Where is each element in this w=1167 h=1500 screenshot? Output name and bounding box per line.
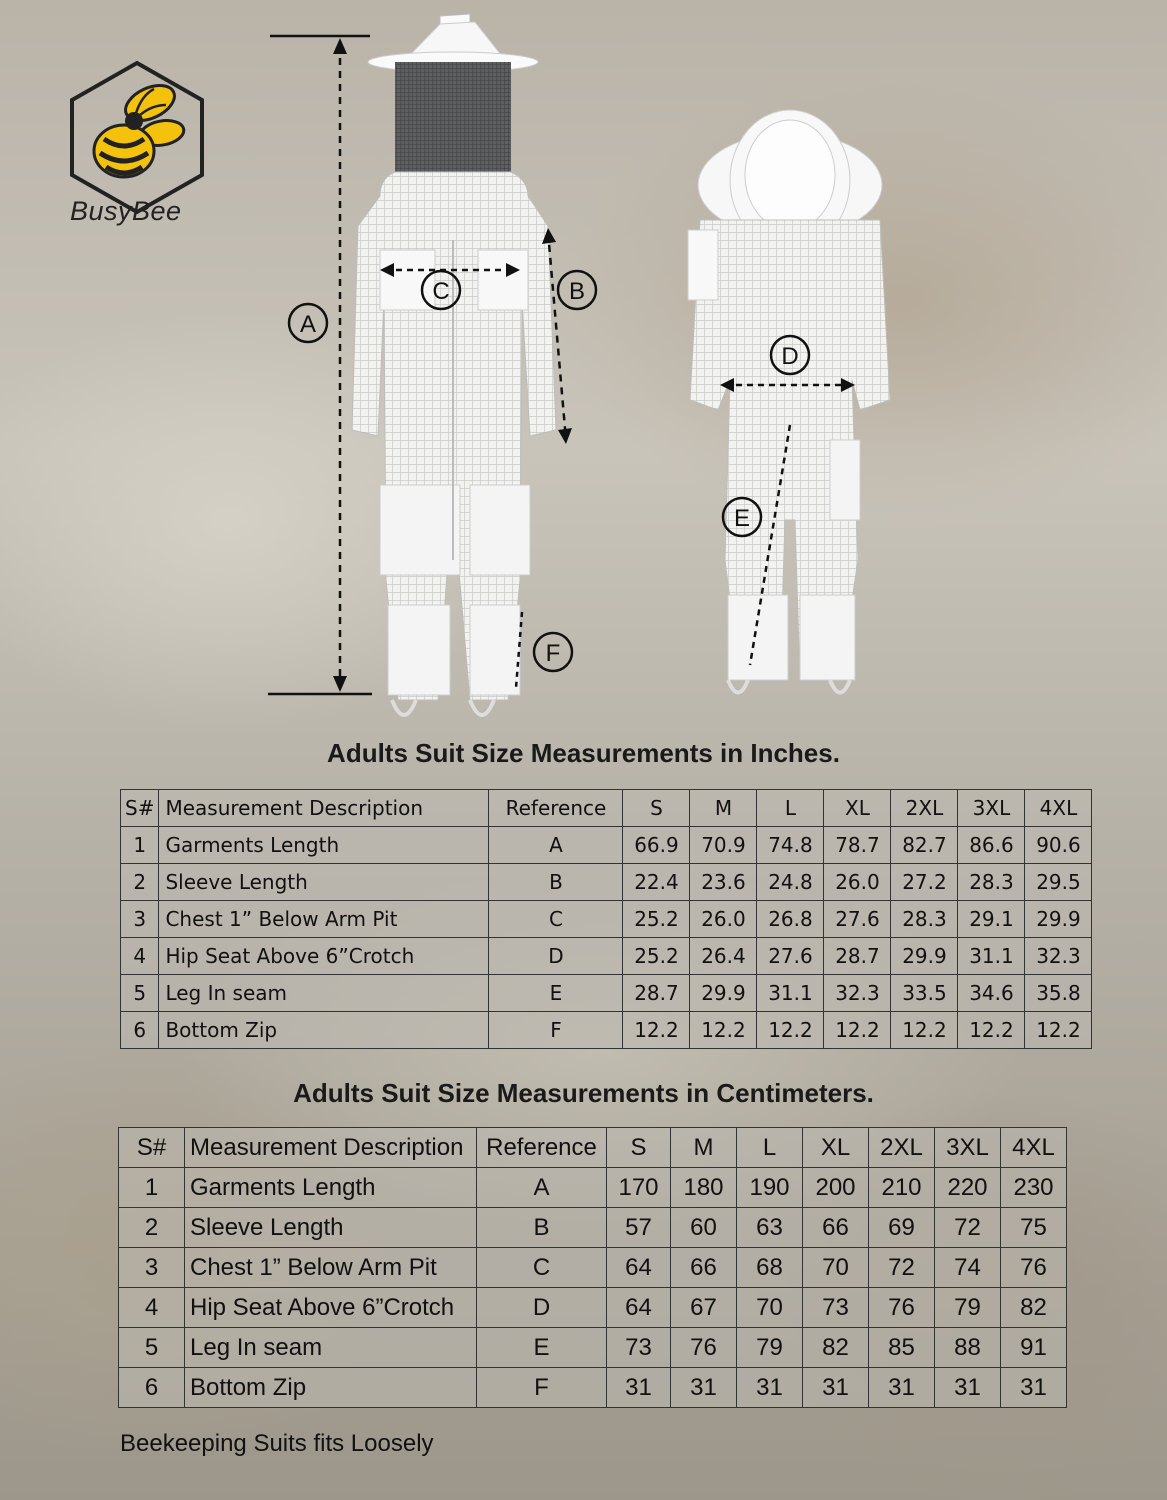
table-cell: 230 [1001,1168,1067,1208]
table-cell: C [489,901,623,938]
table-cell: 200 [803,1168,869,1208]
label-b: B [568,278,586,305]
table-cell: E [489,975,623,1012]
table-cell: 24.8 [757,864,824,901]
col-header: M [690,790,757,827]
table-cell: 31 [869,1368,935,1408]
table-cell: 28.7 [824,938,891,975]
table-cell: 34.6 [958,975,1025,1012]
table-cell: 2 [119,1208,185,1248]
inches-header-row [121,790,1092,827]
table-row [119,1208,1067,1248]
table-cell: 29.5 [1025,864,1092,901]
table-cell: 220 [935,1168,1001,1208]
table-cell: 12.2 [757,1012,824,1049]
col-header: S [607,1128,671,1168]
table-cell: 35.8 [1025,975,1092,1012]
table-cell: F [489,1012,623,1049]
table-cell: 31 [607,1368,671,1408]
table-cell: 31.1 [958,938,1025,975]
col-header: XL [824,790,891,827]
col-header: Measurement Description [185,1128,477,1168]
table-cell: 31 [1001,1368,1067,1408]
label-c: C [432,278,450,305]
table-cell: 29.1 [958,901,1025,938]
col-header: L [737,1128,803,1168]
table-cell: 64 [607,1288,671,1328]
col-header: 3XL [958,790,1025,827]
table-cell: 12.2 [958,1012,1025,1049]
table-cell: 74 [935,1248,1001,1288]
table-cell: 78.7 [824,827,891,864]
table-cell: 25.2 [623,901,690,938]
table-cell: 64 [607,1248,671,1288]
table-cell: 27.6 [757,938,824,975]
table-cell: 73 [803,1288,869,1328]
table-cell: 6 [121,1012,159,1049]
table-cell: E [477,1328,607,1368]
col-header: XL [803,1128,869,1168]
table-cell: Leg In seam [159,975,489,1012]
table-cell: 79 [737,1328,803,1368]
table-cell: 73 [607,1328,671,1368]
table-cell: A [489,827,623,864]
table-cell: Sleeve Length [159,864,489,901]
table-cell: 26.0 [824,864,891,901]
cm-table-title: Adults Suit Size Measurements in Centimeters. [293,1078,874,1108]
brand-name: BusyBee [70,196,182,226]
table-cell: 60 [671,1208,737,1248]
table-row [119,1368,1067,1408]
table-cell: Bottom Zip [159,1012,489,1049]
cm-table [118,1127,1067,1408]
label-e: E [733,505,751,532]
table-cell: Chest 1” Below Arm Pit [185,1248,477,1288]
table-cell: 85 [869,1328,935,1368]
table-cell: 66.9 [623,827,690,864]
table-cell: 26.8 [757,901,824,938]
col-header: 2XL [891,790,958,827]
table-cell: 82 [803,1328,869,1368]
table-cell: Sleeve Length [185,1208,477,1248]
table-cell: 1 [119,1168,185,1208]
table-cell: 12.2 [891,1012,958,1049]
table-cell: 23.6 [690,864,757,901]
col-header: L [757,790,824,827]
table-cell: 57 [607,1208,671,1248]
table-row [119,1288,1067,1328]
table-cell: D [489,938,623,975]
table-cell: 82.7 [891,827,958,864]
suit-diagram [0,0,1167,730]
table-cell: 12.2 [623,1012,690,1049]
table-row [121,864,1092,901]
table-cell: 28.3 [958,864,1025,901]
table-cell: 210 [869,1168,935,1208]
col-header: M [671,1128,737,1168]
table-cell: 74.8 [757,827,824,864]
table-cell: 79 [935,1288,1001,1328]
table-cell: Hip Seat Above 6”Crotch [159,938,489,975]
table-cell: 29.9 [1025,901,1092,938]
table-cell: 63 [737,1208,803,1248]
table-cell: Bottom Zip [185,1368,477,1408]
table-cell: 70 [803,1248,869,1288]
table-cell: 26.0 [690,901,757,938]
table-cell: 90.6 [1025,827,1092,864]
table-cell: 170 [607,1168,671,1208]
table-cell: 4 [119,1288,185,1328]
table-cell: 33.5 [891,975,958,1012]
cm-body [119,1168,1067,1408]
table-cell: Leg In seam [185,1328,477,1368]
table-cell: 76 [869,1288,935,1328]
label-f: F [545,640,561,667]
table-row [121,938,1092,975]
table-cell: 31 [671,1368,737,1408]
table-cell: 69 [869,1208,935,1248]
table-row [121,901,1092,938]
table-cell: 66 [803,1208,869,1248]
table-cell: 67 [671,1288,737,1328]
col-header: S# [121,790,159,827]
table-cell: D [477,1288,607,1328]
table-row [119,1248,1067,1288]
table-cell: 31 [935,1368,1001,1408]
table-cell: 2 [121,864,159,901]
table-cell: 27.6 [824,901,891,938]
table-row [119,1328,1067,1368]
table-cell: 28.3 [891,901,958,938]
table-cell: 12.2 [1025,1012,1092,1049]
table-cell: 68 [737,1248,803,1288]
table-row [121,827,1092,864]
table-cell: 12.2 [690,1012,757,1049]
table-row [119,1168,1067,1208]
col-header: 4XL [1001,1128,1067,1168]
table-cell: 190 [737,1168,803,1208]
table-cell: 3 [121,901,159,938]
inches-table-title: Adults Suit Size Measurements in Inches. [327,738,840,768]
table-cell: 29.9 [690,975,757,1012]
cm-header-row [119,1128,1067,1168]
table-cell: F [477,1368,607,1408]
table-cell: 180 [671,1168,737,1208]
table-cell: Garments Length [185,1168,477,1208]
table-cell: 25.2 [623,938,690,975]
table-cell: Hip Seat Above 6”Crotch [185,1288,477,1328]
table-cell: Chest 1” Below Arm Pit [159,901,489,938]
table-cell: 5 [121,975,159,1012]
table-cell: B [477,1208,607,1248]
col-header: S# [119,1128,185,1168]
back-suit [688,110,890,693]
table-cell: 31 [803,1368,869,1408]
col-header: 4XL [1025,790,1092,827]
table-cell: A [477,1168,607,1208]
table-cell: 82 [1001,1288,1067,1328]
table-cell: 32.3 [1025,938,1092,975]
front-suit [352,14,556,715]
table-cell: 72 [869,1248,935,1288]
table-row [121,975,1092,1012]
label-a: A [299,311,317,338]
col-header: 3XL [935,1128,1001,1168]
table-cell: 5 [119,1328,185,1368]
col-header: Measurement Description [159,790,489,827]
table-cell: 28.7 [623,975,690,1012]
table-row [121,1012,1092,1049]
table-cell: 12.2 [824,1012,891,1049]
table-cell: 88 [935,1328,1001,1368]
col-header: S [623,790,690,827]
table-cell: 70 [737,1288,803,1328]
table-cell: 29.9 [891,938,958,975]
table-cell: 70.9 [690,827,757,864]
inches-table [120,789,1092,1049]
table-cell: 72 [935,1208,1001,1248]
table-cell: 66 [671,1248,737,1288]
table-cell: 1 [121,827,159,864]
table-cell: B [489,864,623,901]
table-cell: 26.4 [690,938,757,975]
table-cell: 76 [671,1328,737,1368]
table-cell: 75 [1001,1208,1067,1248]
col-header: Reference [477,1128,607,1168]
table-cell: 31 [737,1368,803,1408]
label-d: D [781,343,799,370]
table-cell: Garments Length [159,827,489,864]
table-cell: 32.3 [824,975,891,1012]
table-cell: 76 [1001,1248,1067,1288]
table-cell: 6 [119,1368,185,1408]
table-cell: 86.6 [958,827,1025,864]
table-cell: 27.2 [891,864,958,901]
table-cell: C [477,1248,607,1288]
col-header: 2XL [869,1128,935,1168]
inches-body [121,827,1092,1049]
fit-note: Beekeeping Suits fits Loosely [120,1430,434,1457]
table-cell: 22.4 [623,864,690,901]
table-cell: 3 [119,1248,185,1288]
table-cell: 31.1 [757,975,824,1012]
col-header: Reference [489,790,623,827]
table-cell: 4 [121,938,159,975]
table-cell: 91 [1001,1328,1067,1368]
